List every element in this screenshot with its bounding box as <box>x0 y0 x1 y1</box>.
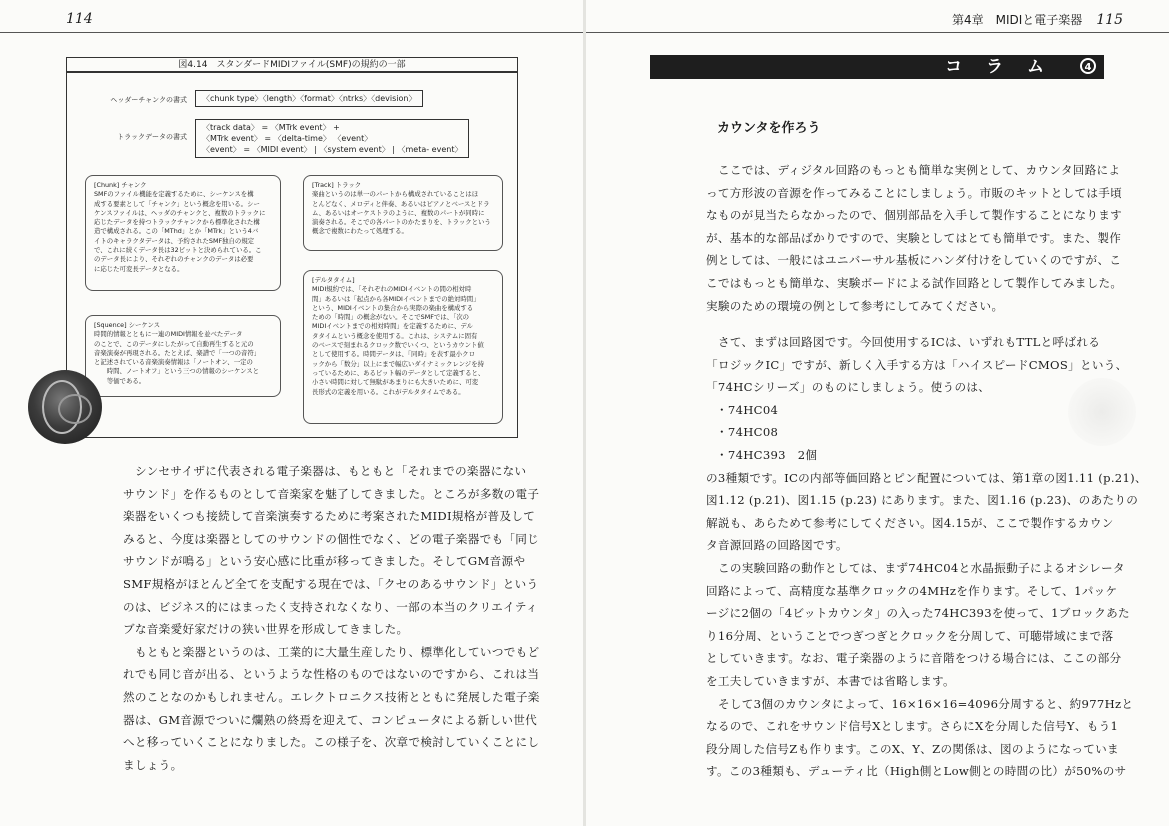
note-line: として使用する。時間データは、「同時」を表す最小クロ <box>312 350 475 359</box>
note-line: 概念で複数にわたって処理する。 <box>312 227 408 236</box>
part-item: ・74HC08 <box>716 425 779 440</box>
note-line: ム、あるいはオーケストラのように、複数のパートが同時に <box>312 208 485 217</box>
page-number: 114 <box>66 11 93 27</box>
text-line: れでも同じ音が出る、というような性格のものではないのですから、これは当 <box>123 667 540 682</box>
note-title: [Track] トラック <box>312 181 362 189</box>
text-line: ージに2個の「4ビットカウンタ」の入った74HC393を使って、1ブロックあた <box>706 606 1130 621</box>
text-line: もともと楽器というのは、工業的に大量生産したり、標準化していつでもど <box>135 644 540 659</box>
note-line: 時間的情報とともに一連のMIDI情報を並べたデータ <box>94 330 243 339</box>
note-line: 長形式の定義を用いる。これがデルタタイムである。 <box>312 387 465 396</box>
note-title: [Chunk] チャンク <box>94 181 147 189</box>
body-text <box>706 159 1122 317</box>
text-line: す。この3種類も、デューティ比（High側とLow側との時間の比）が50%のサ <box>706 764 1127 779</box>
note-line: イトのキャラクタデータは、予約されたSMF独自の規定 <box>94 236 255 245</box>
chapter-title: 第4章 MIDIと電子楽器 <box>951 13 1083 27</box>
note-line: に応じた可変長データとなる。 <box>94 264 184 273</box>
text-line: 然のことなのかもしれません。エレクトロニクス技術とともに発展した電子楽 <box>123 689 540 704</box>
text-line: 楽器をいくつも接続して音楽演奏するために考案されたMIDI規格が普及して <box>123 509 536 524</box>
figure-caption: 図4.14 スタンダードMIDIファイル(SMF)の規約の一部 <box>66 57 518 73</box>
note-line: 造で構成される。この「MThd」とか「MTrk」という4バ <box>94 227 259 236</box>
header-rule <box>0 32 583 33</box>
note-line: ための「時間」の概念がない。そこでSMFでは、「次の <box>312 313 470 322</box>
text-line: って方形波の音源を作ってみることにしましょう。市販のキットとしては手頃 <box>706 185 1123 200</box>
right-page <box>586 0 1169 826</box>
text-line: そして3個のカウンタによって、16×16×16=4096分周すると、約977Hzと <box>718 696 1134 711</box>
text-line: 段分周した信号Zも作ります。このX、Y、Zの関係は、図のようになっていま <box>706 741 1119 756</box>
note-line: 応じたデータを持つトラックチャンクから標準化された構 <box>94 218 260 227</box>
note-line: 小さい時間に対して無駄があまりにも大きいために、可変 <box>312 378 479 387</box>
text-line: タ音源回路の回路図です。 <box>706 538 848 553</box>
text-line: 図1.12 (p.21)、図1.15 (p.23) にあります。また、図1.16 (p.23)、のあたりの <box>706 493 1139 508</box>
note-chunk <box>85 175 281 291</box>
note-line: 間」あるいは「起点から各MIDIイベントまでの絶対時間」 <box>312 294 480 303</box>
text-line: シンセサイザに代表される電子楽器は、もともと「それまでの楽器にない <box>135 464 527 478</box>
header-format-label: ヘッダーチャンクの書式 <box>110 96 187 104</box>
note-line: タタイムという概念を使用する。これは、システムに固有 <box>312 331 478 340</box>
note-title: [デルタタイム] <box>312 276 355 284</box>
note-sequence <box>85 315 281 397</box>
left-page <box>0 0 583 826</box>
note-line: のベースで刻まれるクロック数でいくつ、というカウント値 <box>312 341 484 350</box>
track-format-box <box>195 119 469 158</box>
column-heading: カウンタを作ろう <box>717 121 821 136</box>
text-line: なるので、これをサウンド信号Xとします。さらにXを分周した信号Y、もう1 <box>706 719 1119 734</box>
note-line: っているために、あるビット幅のデータとして定義すると、 <box>312 368 485 377</box>
part-item: ・74HC04 <box>716 402 779 417</box>
note-title: [Squence] シーケンス <box>94 321 161 329</box>
note-line: 成する要素として「チャンク」という概念を用いる。シー <box>94 199 260 208</box>
text-line: が、基本的な部品ばかりですので、実験としてはとても簡単です。また、製作 <box>706 230 1122 245</box>
text-line: サウンドが鳴る」という安心感に比重が移ってきました。そしてGM音源や <box>123 554 526 569</box>
note-line: ケンスファイルは、ヘッダのチャンクと、複数のトラックに <box>94 208 266 217</box>
text-line: ブな音楽愛好家だけの狭い世界を形成してきました。 <box>123 622 409 637</box>
text-line: 回路によって、高精度な基準クロックの4MHzを作ります。そして、1パッケ <box>706 583 1118 598</box>
note-line: のことで、このデータにしたがって自動再生すると元の <box>94 339 254 348</box>
note-line: 音楽演奏が再現される。たとえば、楽譜で「一つの音符」 <box>94 348 261 357</box>
text-line: 「ロジックIC」ですが、新しく入手する方は「ハイスピードCMOS」という、 <box>706 357 1128 372</box>
text-line: としていきます。なお、電子楽器のように音階をつける場合には、ここの部分 <box>706 651 1122 666</box>
track-format-line: 〈track data〉 = 〈MTrk event〉 + <box>202 123 340 132</box>
text-line: SMF規格がほとんど全てを支配する現在では、「クセのあるサウンド」という <box>123 576 539 591</box>
note-line: MIDIイベントまでの相対時間」を定義するために、デル <box>312 322 473 331</box>
part-item: ・74HC393 2個 <box>716 447 818 462</box>
figure <box>66 71 518 438</box>
note-line: ックから「数分」以上にまで幅広いダイナミックレンジを持 <box>312 359 484 368</box>
body-text <box>706 331 1147 783</box>
note-line: で、これに続くデータ長は32ビットと決められている。こ <box>94 246 262 255</box>
text-line: この実験回路の動作としては、まず74HC04と水晶振動子によるオシレータ <box>718 560 1125 575</box>
decorative-photo <box>28 370 102 444</box>
text-line: ここでは、ディジタル回路のもっとも簡単な実例として、カウンタ回路によ <box>718 163 1121 177</box>
note-line: 等価である。 <box>94 376 146 385</box>
text-line: のは、ビジネス的にはまったく支持されなくなり、一部の本当のクリエイティ <box>123 599 538 614</box>
text-line: みると、今度は楽器としてのサウンドの個性でなく、どの電子楽器でも「同じ <box>123 531 540 546</box>
track-format-line: 〈event〉 = 〈MIDI event〉 | 〈system event〉 | 〈meta- event〉 <box>202 145 463 154</box>
note-line: という、MIDIイベントの集合から実際の楽曲を構成する <box>312 303 474 312</box>
track-format-label: トラックデータの書式 <box>117 133 187 141</box>
text-line: こではもっとも簡単な、実験ボードによる試作回路として製作してみました。 <box>706 275 1123 290</box>
text-line: 実験のための環境の例として参考にしてみてください。 <box>706 298 1004 313</box>
text-line: 「74HCシリーズ」のものにしましょう。使うのは、 <box>706 380 991 395</box>
text-line: の3種類です。ICの内部等価回路とピン配置については、第1章の図1.11 (p.21)、 <box>706 470 1147 485</box>
column-title: コラム <box>945 57 1068 77</box>
note-line: のデータ長により、それぞれのチャンクのデータは必要 <box>94 255 254 264</box>
header-rule <box>586 32 1169 33</box>
note-line: SMFのファイル機能を定義するために、シーケンスを構 <box>94 190 254 199</box>
text-line: へと移っていくことになりました。この様子を、次章で検討していくことにし <box>123 735 540 750</box>
note-track <box>303 175 503 251</box>
note-line: MIDI規約では、「それぞれのMIDIイベントの間の相対時 <box>312 285 472 294</box>
header-format-box: 〈chunk type〉〈length〉〈format〉〈ntrks〉〈devision〉 <box>195 90 423 107</box>
note-line: 時間、ノートオフ」という三つの情報のシーケンスと <box>94 367 260 376</box>
photo-wire <box>58 394 92 424</box>
body-text <box>123 460 540 776</box>
text-line: なものが見当たらなかったので、個別部品を入手して製作することになります <box>706 208 1123 223</box>
text-line: サウンド」を作るものとして音楽家を魅了してきました。ところが多数の電子 <box>123 486 540 501</box>
text-line: 解説も、あらためて参考にしてください。図4.15が、ここで製作するカウン <box>706 515 1114 530</box>
note-line: 演奏される。そこでの各パートのかたまりを、トラックという <box>312 218 491 227</box>
note-delta-time <box>303 270 503 424</box>
track-format-line: 〈MTrk event〉 = 〈delta-time〉 〈event〉 <box>202 134 373 143</box>
text-line: 器は、GM音源でついに爛熟の終焉を迎えて、コンピュータによる新しい世代 <box>123 712 537 727</box>
text-line: ましょう。 <box>123 757 183 772</box>
note-line: と記述されている音楽演奏情報は「ノートオン、一定の <box>94 358 253 367</box>
page-number: 115 <box>1096 12 1123 28</box>
text-line: 例としては、一般にはユニバーサル基板にハンダ付けをしていくのですが、こ <box>706 253 1122 268</box>
text-line: さて、まずは回路図です。今回使用するICは、いずれもTTLと呼ばれる <box>718 335 1101 349</box>
note-line: とんどなく、メロディと伴奏、あるいはピアノとベースとドラ <box>312 199 490 208</box>
text-line: り16分周、ということでつぎつぎとクロックを分周して、可聴帯域にまで落 <box>706 628 1114 643</box>
column-banner <box>650 55 1104 79</box>
text-line: を工夫していきますが、本書では省略します。 <box>706 673 955 688</box>
column-number-badge: 4 <box>1080 58 1096 74</box>
note-line: 楽曲というのは単一のパートから構成されていることはほ <box>312 190 479 199</box>
running-header <box>952 11 1123 28</box>
